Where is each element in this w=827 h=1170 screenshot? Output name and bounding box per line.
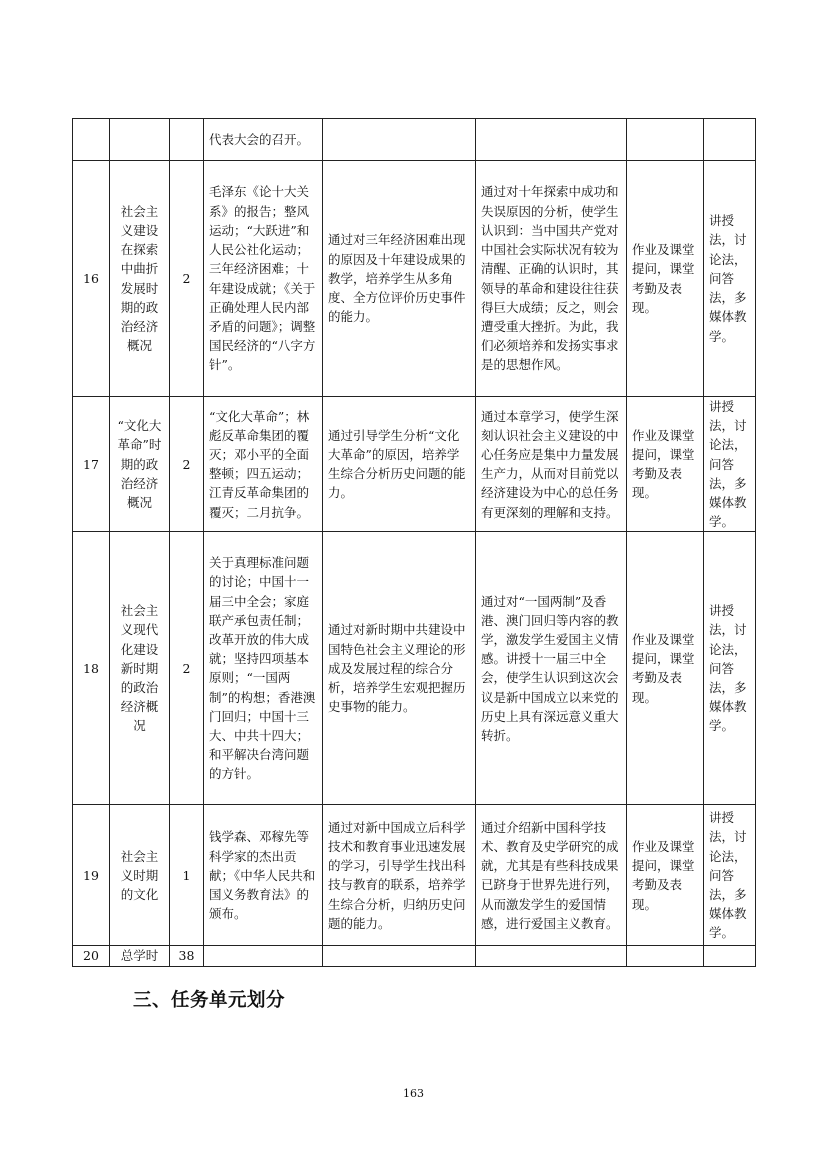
table-row [73, 119, 756, 161]
unit-topic: 社会主义时期的文化 [110, 805, 170, 946]
row-number: 19 [73, 805, 110, 946]
quality-goal: 通过介绍新中国科学技术、教育及史学研究的成就，尤其是有些科技成果已跻身于世界先进行列，从而激发学生的爱国情感，进行爱国主义教育。 [476, 805, 627, 946]
teaching-content: 钱学森、邓稼先等科学家的杰出贡献；《中华人民共和国义务教育法》的颁布。 [204, 805, 323, 946]
ability-goal: 通过对三年经济困难出现的原因及十年建设成果的教学，培养学生从多角度、全方位评价历史事件的能力。 [323, 161, 476, 397]
row-number: 18 [73, 532, 110, 805]
assessment-method: 作业及课堂提问，课堂考勤及表现。 [627, 397, 704, 532]
empty-cell [704, 946, 756, 966]
teaching-method [704, 119, 756, 161]
unit-topic: 社会主义建设在探索中曲折发展时期的政治经济概况 [110, 161, 170, 397]
quality-goal: 通过本章学习，使学生深刻认识社会主义建设的中心任务应是集中力量发展生产力，从而对目前党以经济建设为中心的总任务有更深刻的理解和支持。 [476, 397, 627, 532]
class-hours: 2 [170, 397, 204, 532]
ability-goal: 通过对新时期中共建设中国特色社会主义理论的形成及发展过程的综合分析，培养学生宏观把握历史事物的能力。 [323, 532, 476, 805]
ability-goal: 通过引导学生分析“文化大革命”的原因，培养学生综合分析历史问题的能力。 [323, 397, 476, 532]
teaching-method: 讲授法，讨论法，问答法，多媒体教学。 [704, 397, 756, 532]
class-hours: 1 [170, 805, 204, 946]
teaching-content: 代表大会的召开。 [204, 119, 323, 161]
assessment-method [627, 119, 704, 161]
ability-goal [323, 119, 476, 161]
table-row [73, 397, 756, 532]
class-hours: 2 [170, 161, 204, 397]
row-number: 20 [73, 946, 110, 966]
class-hours: 2 [170, 532, 204, 805]
page-number: 163 [403, 1087, 424, 1100]
class-hours [170, 119, 204, 161]
unit-topic: 社会主义现代化建设新时期的政治经济概况 [110, 532, 170, 805]
quality-goal [476, 119, 627, 161]
teaching-method: 讲授法，讨论法，问答法，多媒体教学。 [704, 161, 756, 397]
table-row [73, 532, 756, 805]
row-number: 17 [73, 397, 110, 532]
table-row [73, 805, 756, 946]
ability-goal: 通过对新中国成立后科学技术和教育事业迅速发展的学习，引导学生找出科技与教育的联系，培养学生综合分析，归纳历史问题的能力。 [323, 805, 476, 946]
assessment-method: 作业及课堂提问，课堂考勤及表现。 [627, 532, 704, 805]
empty-cell [476, 946, 627, 966]
assessment-method: 作业及课堂提问，课堂考勤及表现。 [627, 805, 704, 946]
total-row [73, 946, 756, 966]
teaching-method: 讲授法，讨论法，问答法，多媒体教学。 [704, 805, 756, 946]
total-hours-value: 38 [170, 946, 204, 966]
teaching-content: 毛泽东《论十大关系》的报告；整风运动；“大跃进”和人民公社化运动；三年经济困难；十年建设成就；《关于正确处理人民内部矛盾的问题》；调整国民经济的“八字方针”。 [204, 161, 323, 397]
unit-topic [110, 119, 170, 161]
teaching-content: “文化大革命”；林彪反革命集团的覆灭；邓小平的全面整顿；四五运动；江青反革命集团的覆灭；二月抗争。 [204, 397, 323, 532]
total-hours-label: 总学时 [110, 946, 170, 966]
empty-cell [204, 946, 323, 966]
row-number [73, 119, 110, 161]
assessment-method: 作业及课堂提问，课堂考勤及表现。 [627, 161, 704, 397]
table-row [73, 161, 756, 397]
quality-goal: 通过对“一国两制”及香港、澳门回归等内容的教学，激发学生爱国主义情感。讲授十一届三中全会，使学生认识到这次会议是新中国成立以来党的历史上具有深远意义重大转折。 [476, 532, 627, 805]
row-number: 16 [73, 161, 110, 397]
unit-topic: “文化大革命”时期的政治经济概况 [110, 397, 170, 532]
teaching-content: 关于真理标准问题的讨论；中国十一届三中全会；家庭联产承包责任制；改革开放的伟大成就；坚持四项基本原则；“一国两制”的构想；香港澳门回归；中国十三大、中共十四大；和平解决台湾问题的方针。 [204, 532, 323, 805]
empty-cell [627, 946, 704, 966]
quality-goal: 通过对十年探索中成功和失误原因的分析，使学生认识到：当中国共产党对中国社会实际状况有较为清醒、正确的认识时，其领导的革命和建设往往获得巨大成绩；反之，则会遭受重大挫折。为此，我们必须培养和发扬实事求是的思想作风。 [476, 161, 627, 397]
section-heading: 三、任务单元划分 [133, 990, 286, 1011]
course-schedule-table [72, 118, 756, 967]
empty-cell [323, 946, 476, 966]
teaching-method: 讲授法，讨论法，问答法，多媒体教学。 [704, 532, 756, 805]
